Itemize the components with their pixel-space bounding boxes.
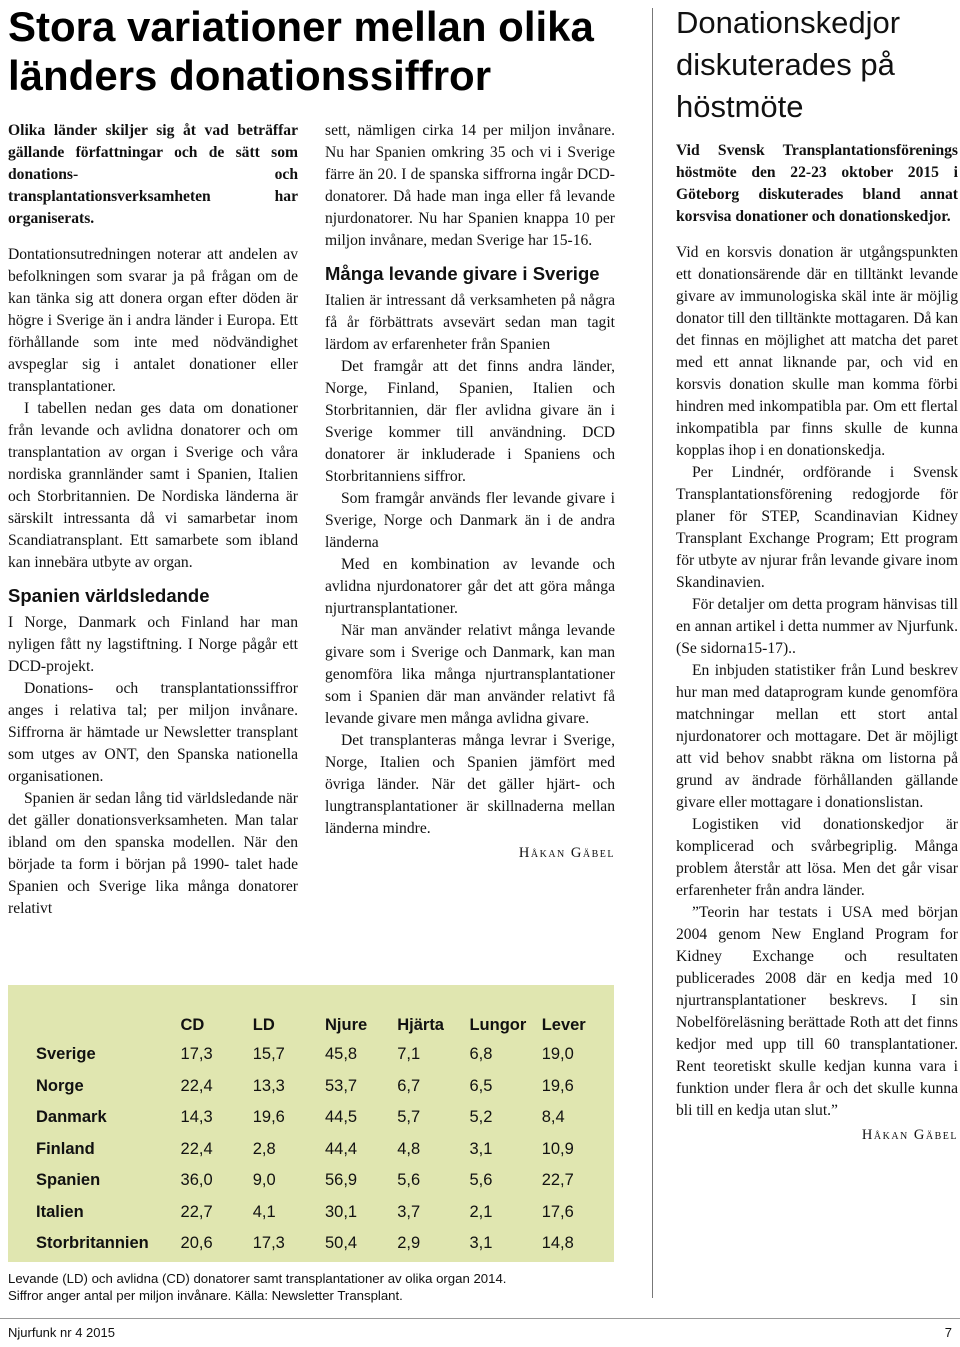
- table-body: [8, 1039, 614, 1260]
- table-cell: 22,4: [180, 1076, 213, 1095]
- table-cell: 22,7: [180, 1202, 213, 1221]
- article-headline: Stora variationer mellan olika länders donationssiffror: [8, 3, 594, 99]
- row-country: Danmark: [36, 1108, 107, 1127]
- table-row: [8, 1071, 614, 1103]
- donation-table: [8, 985, 614, 1260]
- table-cell: 3,1: [469, 1234, 493, 1253]
- table-cell: 36,0: [180, 1171, 213, 1190]
- table-caption-line-1: Levande (LD) och avlidna (CD) donatorer samt transplantationer av olika organ 2014.: [8, 1271, 507, 1286]
- article-column-2: [325, 120, 615, 864]
- article-paragraph: Spanien är sedan lång tid världsledande när det gäller donationsverksamheten. Man talar ibland om den spanska modellen. När den började ta form i början på 1990- talet hade Spanien och Sverige lika många donatorer relativt: [8, 790, 298, 917]
- table-cell: 4,1: [252, 1202, 276, 1221]
- table-cell: 14,3: [180, 1108, 213, 1127]
- table-cell: 19,0: [541, 1045, 574, 1064]
- table-header-row: [8, 985, 614, 1039]
- table-cell: 56,9: [324, 1171, 358, 1190]
- article-lead: Olika länder skiljer sig åt vad beträffar gällande författningar och de sätt som donations- och transplantationsverksamheten har organiserats.: [8, 122, 298, 227]
- article-paragraph: I tabellen nedan ges data om donationer från levande och avlidna donatorer och om transplantation av organ i Sverige och våra nordiska grannländer samt i Spanien, Italien och Storbritannien. De Nordiska länderna är särskilt intressanta då vi samarbetar inom Scandiatransplant. Ett samarbete som ibland kan innebära utbyte av organ.: [8, 400, 298, 571]
- row-country: Norge: [36, 1076, 84, 1095]
- row-country: Italien: [36, 1202, 84, 1221]
- table-cell: 20,6: [180, 1234, 213, 1253]
- table-cell: 7,1: [397, 1045, 421, 1064]
- table-cell: 14,8: [541, 1234, 574, 1253]
- table-cell: 13,3: [252, 1076, 285, 1095]
- article-paragraph: Dontationsutredningen noterar att andelen av befolkningen som svarar ja på frågan om de kan tänka sig att donera organ efter döden är högre i Sverige än i andra länder i Europa. Ett förhållande som inte med nödvändighet avspeglar sig i antalet donationer eller transplantationer.: [8, 246, 298, 395]
- table-cell: 30,1: [324, 1202, 358, 1221]
- footer-rule: [0, 1318, 960, 1319]
- table-cell: 6,8: [469, 1045, 493, 1064]
- article-paragraph: Med en kombination av levande och avlidna njurdonatorer går det att göra många njurtransplantationer.: [325, 556, 615, 617]
- row-country: Storbritannien: [36, 1234, 149, 1253]
- table-row: [8, 1039, 614, 1071]
- table-cell: 3,7: [397, 1202, 421, 1221]
- article-paragraph: Per Lindnér, ordförande i Svensk Transplantationsförening redogjorde för planer för STEP, Scandinavian Kidney Transplant Exchange Program; Ett program för utbyte av njurar från levande givare inom Skandinavien.: [676, 464, 958, 591]
- table-cell: 10,9: [541, 1139, 574, 1158]
- article-paragraph: En inbjuden statistiker från Lund beskrev hur man med dataprogram kunde genomföra matchningar mellan ett stort antal njurdonatorer och mottagare. Det är möjligt att vid behov snabbt räkna om listorna på grund av ändrade förhållanden gällande givare eller mottagare i donationslistan.: [676, 662, 958, 811]
- table-cell: 53,7: [324, 1076, 358, 1095]
- article-paragraph: Italien är intressant då verksamheten på några få år förbättrats avsevärt sedan man tagit lärdom av erfarenheter från Spanien: [325, 292, 615, 353]
- article-paragraph: Det transplanteras många levrar i Sverige, Norge, Italien och Spanien jämfört med övriga länder. När det gäller hjärt- och lungtransplantationer är skillnaderna mellan länderna mindre.: [325, 732, 615, 837]
- row-country: Finland: [36, 1139, 95, 1158]
- table-row: [8, 1228, 614, 1260]
- table-cell: 3,1: [469, 1139, 493, 1158]
- table-cell: 17,3: [252, 1234, 285, 1253]
- table-caption-line-2: Siffror anger antal per miljon invånare. Källa: Newsletter Transplant.: [8, 1288, 403, 1303]
- column-divider: [652, 8, 653, 1298]
- table-row: [8, 1165, 614, 1197]
- article-lead: Vid Svensk Transplantationsförenings höstmöte den 22-23 oktober 2015 i Göteborg diskuterades bland annat korsvisa donationer och donationskedjor.: [676, 142, 958, 225]
- article-paragraph: Donations- och transplantationssiffror anges i relativa tal; per miljon invånare. Siffrorna är hämtade ur Newsletter transplant som utges av ONT, den Spanska nationella organisationen.: [8, 680, 298, 785]
- table-cell: 6,7: [397, 1076, 421, 1095]
- author-signature: Håkan Gäbel: [861, 1127, 958, 1143]
- article-paragraph: sett, nämligen cirka 14 per miljon invånare. Nu har Spanien omkring 35 och vi i Sverige färre än 20. I de spanska siffrorna ingår DCD-donatorer. Då hade man inga eller få levande njurdonatorer. Nu har Spanien knappa 10 per miljon invånare, medan Sverige har 15-16.: [325, 122, 615, 249]
- table-cell: 19,6: [252, 1108, 285, 1127]
- table-cell: 8,4: [541, 1108, 565, 1127]
- article-paragraph: I Norge, Danmark och Finland har man nyligen fått ny lagstiftning. I Norge pågår ett DCD-projekt.: [8, 614, 298, 675]
- table-cell: 5,2: [469, 1108, 493, 1127]
- article-paragraph: ”Teorin har testats i USA med början 2004 genom New England Program for Kidney Exchange och resultaten publicerades 2008 där en kedja med 10 njurtransplantationer beskrevs. I sin Nobelföreläsning berättade Roth att det finns kedjor med upp till 60 transplantationer. Rent teoretiskt skulle kedjan kunna vara i funktion under flera år och det skulle kunna bli till en kedja utan slut.”: [676, 904, 958, 1119]
- article-column-1: [8, 120, 298, 920]
- table-cell: 44,4: [324, 1139, 358, 1158]
- article-paragraph: Vid en korsvis donation är utgångspunkten ett donationsärende där en tilltänkt levande givare av immunologiska skäl inte är möjlig donator till den tilltänkte mottagaren. Då kan det finnas en möjlighet att matcha det paret med ett annat liknande par, och vid en korsvis donation skulle man komma förbi hindren med inkompatibla par. Om ett flertal inkompatibla par finns skulle de kunna kopplas ihop i en donationskedja.: [676, 244, 958, 459]
- table-cell: 17,3: [180, 1045, 213, 1064]
- column-header: Njure: [324, 1016, 368, 1034]
- table-cell: 44,5: [324, 1108, 358, 1127]
- row-country: Spanien: [36, 1171, 101, 1190]
- subheading-spain: Spanien världsledande: [8, 585, 210, 606]
- subheading-living-donors: Många levande givare i Sverige: [325, 263, 600, 284]
- article-paragraph: Som framgår används fler levande givare i Sverige, Norge och Danmark än i de andra länderna: [325, 490, 615, 551]
- table-cell: 19,6: [541, 1076, 574, 1095]
- table-corner: [8, 985, 181, 1039]
- column-header: Lungor: [469, 1016, 527, 1034]
- column-header: Hjärta: [397, 1016, 444, 1034]
- column-header: LD: [252, 1016, 275, 1034]
- article-paragraph: För detaljer om detta program hänvisas till en annan artikel i detta nummer av Njurfunk. (Se sidorna15-17)..: [676, 596, 958, 657]
- table-row: [8, 1102, 614, 1134]
- article-column-3: [676, 140, 958, 1146]
- sidebar-article-headline: Donationskedjor diskuterades på höstmöte: [676, 5, 901, 124]
- table-cell: 50,4: [324, 1234, 358, 1253]
- donation-table-box: [8, 985, 614, 1262]
- table-cell: 2,8: [252, 1139, 276, 1158]
- table-row: [8, 1197, 614, 1229]
- page-number: 7: [944, 1325, 952, 1340]
- table-cell: 6,5: [469, 1076, 493, 1095]
- table-cell: 5,7: [397, 1108, 421, 1127]
- table-cell: 4,8: [397, 1139, 421, 1158]
- row-country: Sverige: [36, 1045, 96, 1064]
- table-cell: 5,6: [397, 1171, 421, 1190]
- article-paragraph: Logistiken vid donationskedjor är komplicerad och svårbegriplig. Många problem återstår att lösa. Men det går visar erfarenheter från andra länder.: [676, 816, 958, 899]
- column-header: Lever: [541, 1016, 586, 1034]
- table-cell: 22,4: [180, 1139, 213, 1158]
- table-cell: 22,7: [541, 1171, 574, 1190]
- article-paragraph: När man använder relativt många levande givare som i Sverige och Danmark, kan man genomföra lika många njurtransplantationer som i Spanien där man använder relativt få levande givare men många avlidna givare.: [325, 622, 615, 727]
- table-cell: 15,7: [252, 1045, 285, 1064]
- article-paragraph: Det framgår att det finns andra länder, Norge, Finland, Spanien, Italien och Storbritannien, där fler avlidna givare än i Sverige kommer till användning. DCD donatorer är inkluderade i Spaniens och Storbritanniens siffror.: [325, 358, 615, 485]
- table-caption: [8, 1270, 638, 1304]
- column-header: CD: [180, 1016, 205, 1034]
- table-cell: 2,1: [469, 1202, 493, 1221]
- author-signature: Håkan Gäbel: [518, 845, 615, 861]
- table-cell: 5,6: [469, 1171, 493, 1190]
- table-cell: 17,6: [541, 1202, 574, 1221]
- footer-publication: Njurfunk nr 4 2015: [8, 1325, 115, 1340]
- table-row: [8, 1134, 614, 1166]
- table-cell: 45,8: [324, 1045, 358, 1064]
- table-cell: 9,0: [252, 1171, 276, 1190]
- table-cell: 2,9: [397, 1234, 421, 1253]
